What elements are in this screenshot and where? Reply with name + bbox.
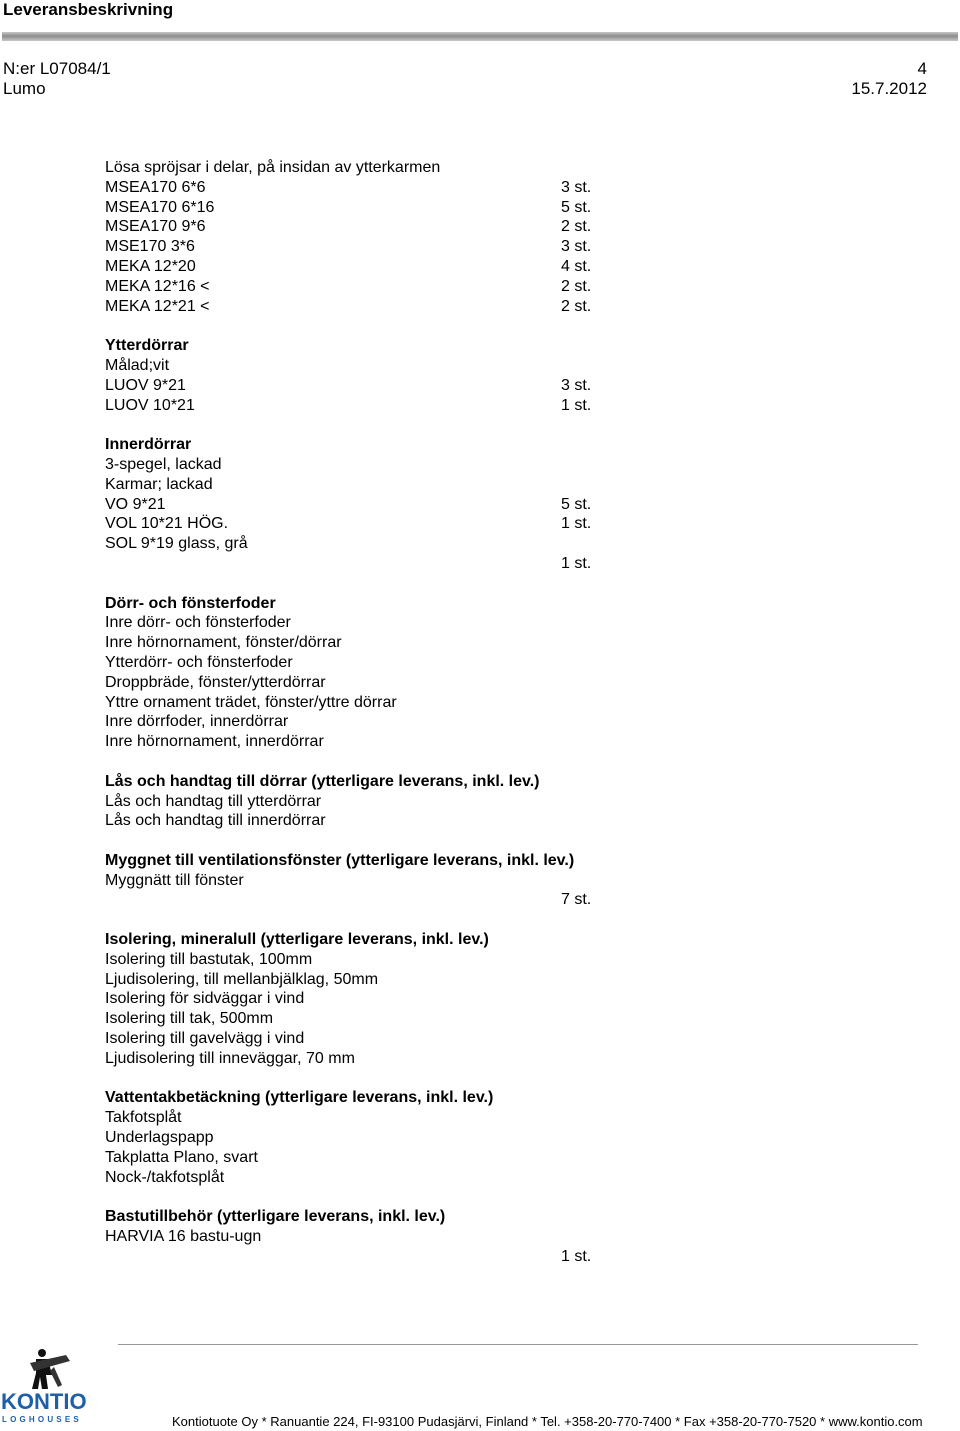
item-quantity: 3 st. [561,238,592,256]
list-item [105,613,665,633]
list-item [105,970,665,990]
list-item [105,1168,665,1188]
section-heading: Isolering, mineralull (ytterligare leverans, inkl. lev.) [105,931,489,949]
section-spacer [105,415,665,435]
item-quantity: 5 st. [561,495,592,513]
document-title: Leveransbeskrivning [3,0,174,19]
footer-contact: Kontiotuote Oy * Ranuantie 224, FI-93100 Pudasjärvi, Finland * Tel. +358-20-770-7400 * Fax +358-20-770-7520 * www.kontio.com [172,1414,923,1429]
item-text: Isolering till gavelvägg i vind [105,1030,305,1048]
item-quantity: 3 st. [561,178,592,196]
item-text: Inre hörnornament, fönster/dörrar [105,634,342,652]
list-item [105,950,665,970]
list-item [105,376,665,396]
item-text: Målad;vit [105,356,170,374]
item-text: Karmar; lackad [105,475,213,493]
item-quantity: 4 st. [561,257,592,275]
footer-rule [118,1344,918,1345]
list-item [105,989,665,1009]
item-quantity: 1 st. [561,1247,592,1265]
list-item [105,356,665,376]
list-item [105,455,665,475]
item-text: Lösa spröjsar i delar, på insidan av ytterkarmen [105,159,441,176]
list-item [105,495,665,515]
header-rule [2,32,958,41]
item-text: Isolering till bastutak, 100mm [105,950,313,968]
item-text: Inre dörrfoder, innerdörrar [105,713,289,731]
list-item [105,178,665,198]
item-quantity: 1 st. [561,554,592,572]
item-quantity: 2 st. [561,218,592,236]
item-text: LUOV 10*21 [105,396,195,414]
list-item [105,198,665,218]
list-item [105,871,665,891]
item-text: VOL 10*21 HÖG. [105,515,229,533]
list-item [105,633,665,653]
logo-figure-icon [30,1349,70,1389]
list-item [105,1227,665,1247]
section-spacer [105,910,665,930]
section-heading: Lås och handtag till dörrar (ytterligare leverans, inkl. lev.) [105,772,540,790]
item-text: Takplatta Plano, svart [105,1148,258,1166]
item-text: Lås och handtag till ytterdörrar [105,792,322,810]
item-text: HARVIA 16 bastu-ugn [105,1228,262,1246]
item-quantity: 1 st. [561,396,592,414]
document-date: 15.7.2012 [851,79,927,98]
list-item [105,693,665,713]
item-quantity: 7 st. [561,891,592,909]
item-text: Isolering för sidväggar i vind [105,990,305,1008]
section-heading: Innerdörrar [105,436,192,454]
list-item [105,811,665,831]
section-spacer [105,574,665,594]
item-text: MEKA 12*21 < [105,297,210,315]
list-item [105,257,665,277]
item-text: Inre dörr- och fönsterfoder [105,614,291,632]
section-heading: Ytterdörrar [105,337,189,355]
item-text: Underlagspapp [105,1129,214,1147]
section-spacer [105,316,665,336]
item-quantity: 5 st. [561,198,592,216]
list-item [105,396,665,416]
list-item [105,277,665,297]
item-text: Ljudisolering, till mellanbjälklag, 50mm [105,970,379,988]
list-item [105,890,665,910]
item-text: LUOV 9*21 [105,376,186,394]
item-text: Nock-/takfotsplåt [105,1168,225,1186]
list-item [105,237,665,257]
section-spacer [105,752,665,772]
item-text: Myggnätt till fönster [105,871,244,889]
item-text: MSEA170 6*6 [105,178,206,196]
list-item [105,554,665,574]
list-item [105,534,665,554]
section-spacer [105,831,665,851]
item-quantity: 2 st. [561,277,592,295]
item-text: MSEA170 9*6 [105,218,206,236]
item-text: Ljudisolering till inneväggar, 70 mm [105,1049,355,1067]
item-text: Inre hörnornament, innerdörrar [105,733,324,751]
logo-subtext: LOGHOUSES [2,1415,82,1424]
list-item [105,514,665,534]
item-text: MEKA 12*20 [105,257,196,275]
item-text: Droppbräde, fönster/ytterdörrar [105,673,326,691]
list-item [105,217,665,237]
item-text: VO 9*21 [105,495,166,513]
item-quantity: 2 st. [561,297,592,315]
list-item [105,297,665,317]
list-item [105,1029,665,1049]
list-item [105,653,665,673]
item-quantity: 3 st. [561,376,592,394]
model-name: Lumo [3,79,46,98]
list-item [105,1009,665,1029]
item-text: Takfotsplåt [105,1109,182,1127]
section-spacer [105,1069,665,1089]
item-text: 3-spegel, lackad [105,455,222,473]
list-item [105,158,665,178]
item-text: MSE170 3*6 [105,238,195,256]
list-item [105,1128,665,1148]
list-item [105,1247,665,1267]
section-heading: Bastutillbehör (ytterligare leverans, inkl. lev.) [105,1208,446,1226]
section-spacer [105,1187,665,1207]
list-item [105,712,665,732]
section-heading: Vattentakbetäckning (ytterligare leverans, inkl. lev.) [105,1089,494,1107]
list-item [105,1148,665,1168]
item-text: Isolering till tak, 500mm [105,1010,274,1028]
item-quantity: 1 st. [561,515,592,533]
item-text: MSEA170 6*16 [105,198,215,216]
delivery-list [105,158,665,1267]
list-item [105,673,665,693]
list-item [105,1049,665,1069]
item-text: Ytterdörr- och fönsterfoder [105,653,293,671]
order-number: N:er L07084/1 [3,59,111,78]
section-heading: Myggnet till ventilationsfönster (ytterligare leverans, inkl. lev.) [105,851,575,869]
list-item [105,475,665,495]
page-number: 4 [917,59,927,78]
list-item [105,732,665,752]
item-text: MEKA 12*16 < [105,277,210,295]
item-text: Lås och handtag till innerdörrar [105,812,326,830]
list-item [105,792,665,812]
logo-text: KONTIO [1,1389,87,1414]
section-heading: Dörr- och fönsterfoder [105,594,276,612]
kontio-logo [0,1345,110,1425]
item-text: Yttre ornament trädet, fönster/yttre dörrar [105,693,397,711]
list-item [105,1108,665,1128]
item-text: SOL 9*19 glass, grå [105,535,248,553]
